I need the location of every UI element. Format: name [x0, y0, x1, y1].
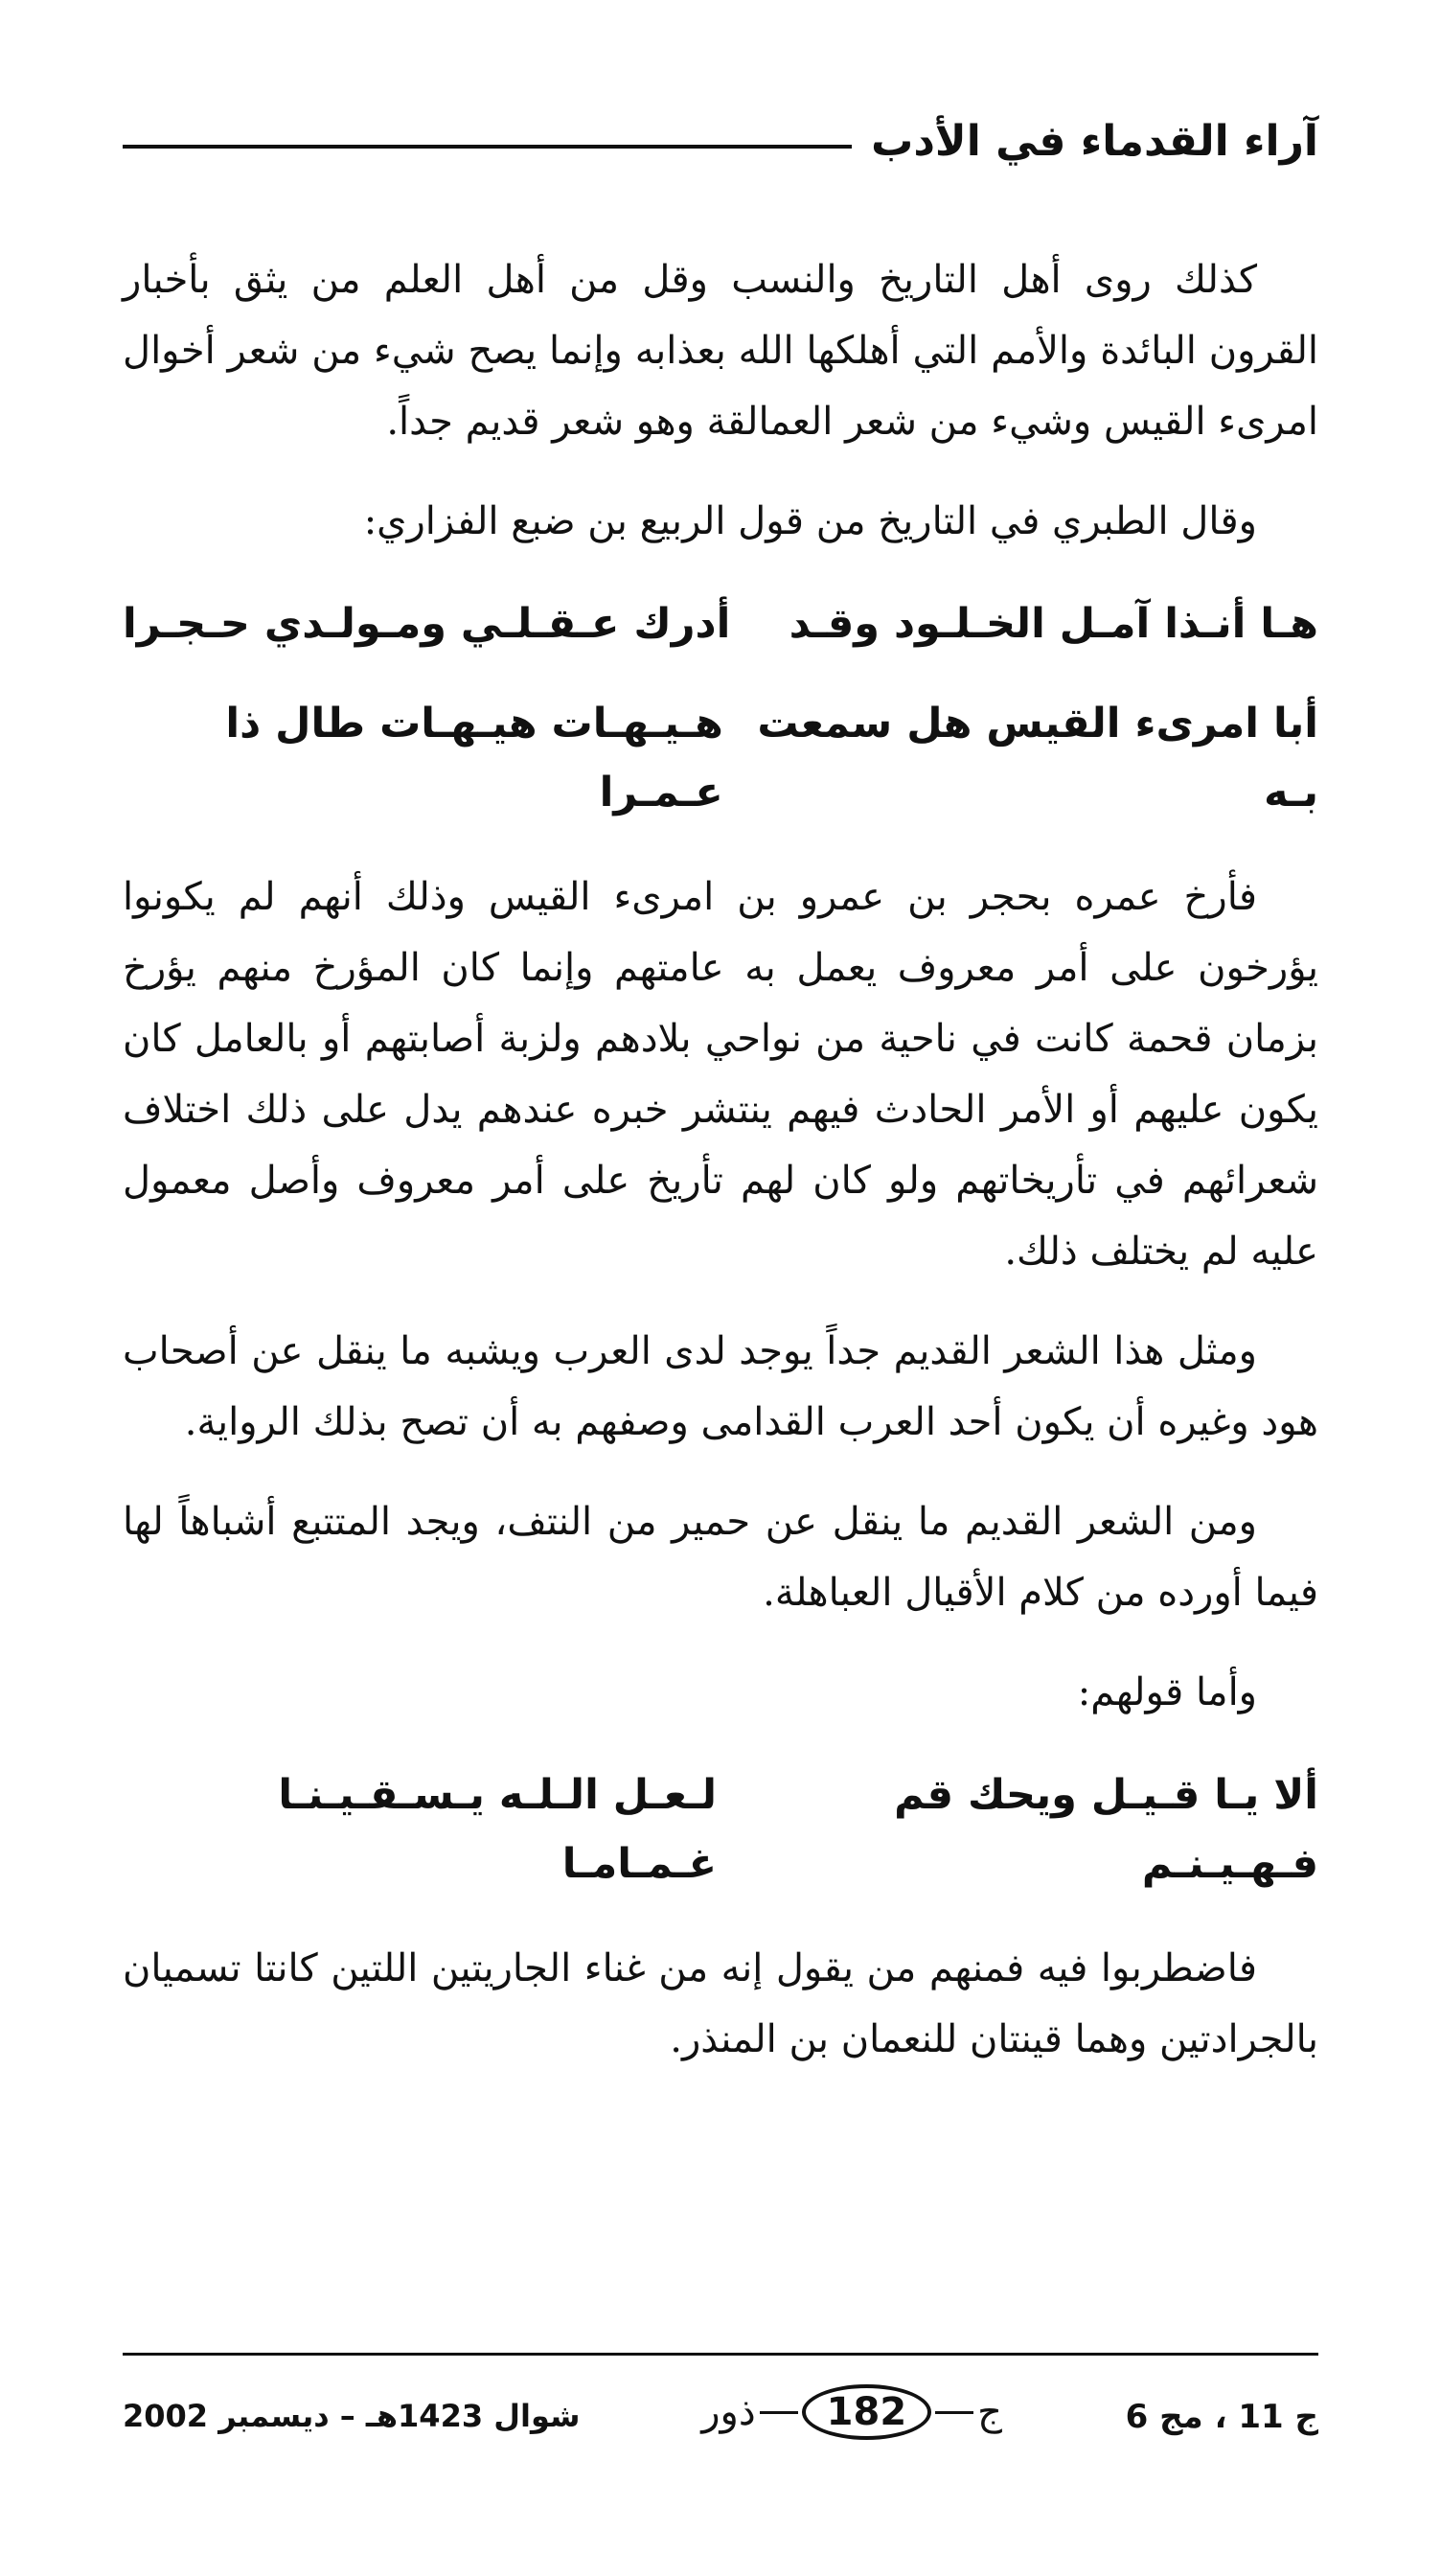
paragraph: ومن الشعر القديم ما ينقل عن حمير من النتف، ويجد المتتبع أشباهاً لها فيما أورده من كلام الأقيال العباهلة. [123, 1500, 1318, 1615]
verse-first-hemistich: ألا يـا قـيـل ويحك قم فـهـيـنـم [894, 1771, 1318, 1888]
verse-second-hemistich: أدرك عـقـلـي ومـولـدي حـجـرا [123, 600, 731, 648]
paragraph: ومثل هذا الشعر القديم جداً يوجد لدى العرب ويشبه ما ينقل عن أصحاب هود وغيره أن يكون أحد العرب القدامى وصفهم به أن تصح بذلك الرواية. [123, 1329, 1318, 1444]
verse-second-hemistich: هـيـهـات هيـهـات طال ذا عـمـرا [225, 700, 723, 816]
verse-second-hemistich: لـعـل الـلـه يـسـقـيـنـا غـمـامـا [278, 1771, 717, 1888]
paragraph: وأما قولهم: [1077, 1670, 1257, 1714]
running-header [123, 117, 1318, 166]
footer-rule [123, 2353, 1318, 2356]
logo-right-word: ذور [701, 2390, 756, 2434]
verse-line [123, 589, 1318, 658]
running-title: آراء القدماء في الأدب [871, 117, 1318, 166]
body-text [123, 244, 1318, 2075]
page-number: 182 [802, 2384, 932, 2440]
logo-stroke [760, 2411, 798, 2414]
paragraph: فاضطربوا فيه فمنهم من يقول إنه من غناء الجاريتين اللتين كانتا تسميان بالجرادتين وهما قينتان للنعمان بن المنذر. [123, 1946, 1318, 2061]
header-rule [123, 145, 852, 149]
verse-line [123, 1760, 1318, 1898]
issue-date: شوال 1423هـ – ديسمبر 2002 [123, 2398, 581, 2434]
volume-info: ج 11 ، مج 6 [1125, 2398, 1318, 2436]
paragraph: فأرخ عمره بحجر بن عمرو بن امرىء القيس وذلك أنهم لم يكونوا يؤرخون على أمر معروف يعمل به عامتهم وإنما كان المؤرخ منهم يؤرخ بزمان قحمة كانت في ناحية من نواحي بلادهم ولزبة أصابتهم أو بالعامل كان يكون عليهم أو الأمر الحادث فيهم ينتشر خبره عندهم يدل على ذلك اختلاف شعرائهم في تأريخاتهم ولو كان لهم تأريخ على أمر معروف وأصل معمول عليه لم يختلف ذلك. [123, 875, 1318, 1274]
paragraph: وقال الطبري في التاريخ من قول الربيع بن ضبع الفزاري: [363, 499, 1257, 543]
logo-left-letter: ج [977, 2390, 1002, 2434]
book-page [123, 0, 1318, 2576]
verse-first-hemistich: أبا امرىء القيس هل سمعت بـه [757, 700, 1318, 816]
journal-logo [701, 2384, 1002, 2440]
verse-first-hemistich: هـا أنـذا آمـل الخـلـود وقـد [789, 600, 1318, 648]
page-footer [123, 2380, 1318, 2467]
verse-line [123, 689, 1318, 827]
paragraph: كذلك روى أهل التاريخ والنسب وقل من أهل العلم من يثق بأخبار القرون البائدة والأمم التي أهلكها الله بعذابه وإنما يصح شيء من شعر أخوال امرىء القيس وشيء من شعر العمالقة وهو شعر قديم جداً. [123, 258, 1318, 444]
logo-stroke [935, 2411, 973, 2414]
